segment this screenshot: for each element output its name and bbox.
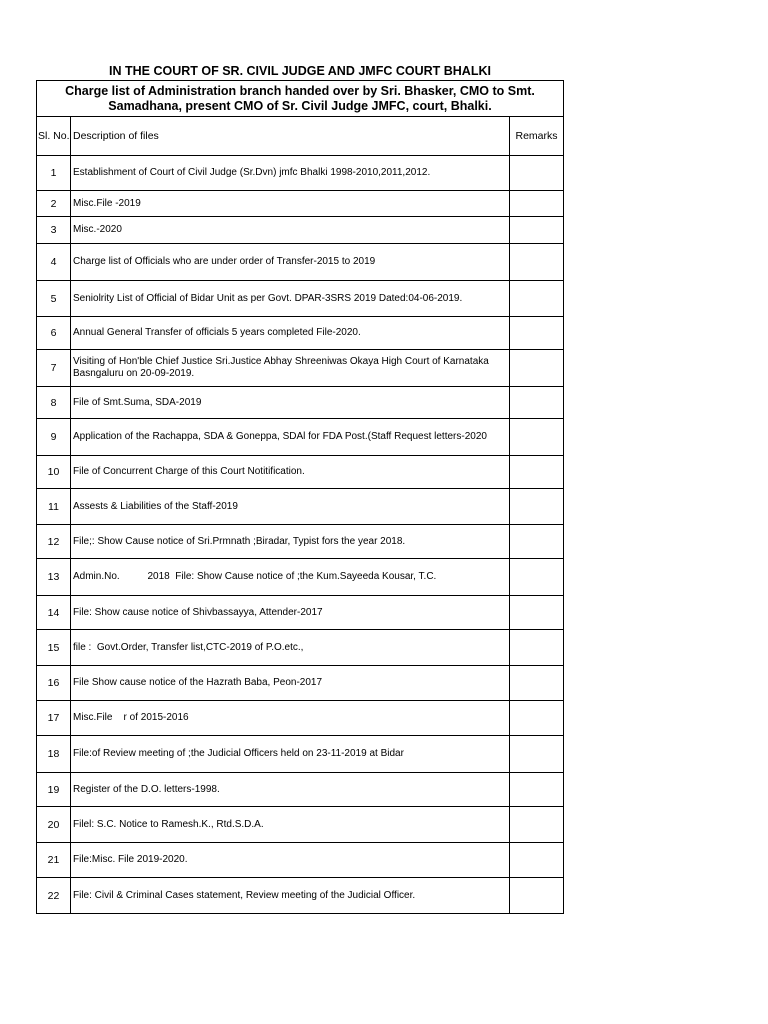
- table-row: [37, 596, 564, 630]
- sl-no-cell: 4: [37, 244, 71, 281]
- remarks-cell: [510, 596, 564, 630]
- sl-no-cell: 14: [37, 596, 71, 630]
- sl-no-cell: 8: [37, 387, 71, 419]
- sl-no-cell: 13: [37, 559, 71, 596]
- sl-no-cell: 10: [37, 456, 71, 489]
- sl-no-cell: 6: [37, 317, 71, 350]
- charge-list-table: [36, 80, 564, 914]
- sl-no-cell: 21: [37, 843, 71, 878]
- remarks-cell: [510, 317, 564, 350]
- table-row: [37, 525, 564, 559]
- description-cell: Seniolrity List of Official of Bidar Unit as per Govt. DPAR-3SRS 2019 Dated:04-06-2019.: [71, 281, 510, 317]
- table-row: [37, 736, 564, 773]
- table-row: [37, 244, 564, 281]
- description-cell: File Show cause notice of the Hazrath Baba, Peon-2017: [71, 666, 510, 701]
- description-cell: Misc.File -2019: [71, 191, 510, 217]
- table-row: [37, 281, 564, 317]
- table-row: [37, 878, 564, 914]
- remarks-cell: [510, 217, 564, 244]
- sl-no-cell: 3: [37, 217, 71, 244]
- table-row: [37, 666, 564, 701]
- remarks-cell: [510, 191, 564, 217]
- remarks-cell: [510, 419, 564, 456]
- remarks-cell: [510, 807, 564, 843]
- description-cell: Annual General Transfer of officials 5 years completed File-2020.: [71, 317, 510, 350]
- sl-no-cell: 15: [37, 630, 71, 666]
- sl-no-cell: 17: [37, 701, 71, 736]
- table-row: [37, 350, 564, 387]
- remarks-cell: [510, 878, 564, 914]
- table-row: [37, 456, 564, 489]
- remarks-cell: [510, 666, 564, 701]
- charge-heading-row: [37, 81, 564, 117]
- court-title: IN THE COURT OF SR. CIVIL JUDGE AND JMFC COURT BHALKI: [109, 64, 491, 78]
- sl-no-cell: 19: [37, 773, 71, 807]
- remarks-cell: [510, 489, 564, 525]
- sl-no-cell: 18: [37, 736, 71, 773]
- sl-no-cell: 2: [37, 191, 71, 217]
- description-cell: Application of the Rachappa, SDA & Goneppa, SDAl for FDA Post.(Staff Request letters-2020: [71, 419, 510, 456]
- remarks-cell: [510, 244, 564, 281]
- description-cell: File:of Review meeting of ;the Judicial Officers held on 23-11-2019 at Bidar: [71, 736, 510, 773]
- sl-no-cell: 7: [37, 350, 71, 387]
- sl-no-cell: 1: [37, 156, 71, 191]
- remarks-header: Remarks: [510, 117, 564, 156]
- description-cell: Register of the D.O. letters-1998.: [71, 773, 510, 807]
- table-row: [37, 559, 564, 596]
- description-cell: File: Show cause notice of Shivbassayya, Attender-2017: [71, 596, 510, 630]
- remarks-cell: [510, 387, 564, 419]
- sl-no-cell: 12: [37, 525, 71, 559]
- table-row: [37, 807, 564, 843]
- remarks-cell: [510, 281, 564, 317]
- description-cell: Misc.File r of 2015-2016: [71, 701, 510, 736]
- table-row: [37, 843, 564, 878]
- description-header: Description of files: [71, 117, 510, 156]
- remarks-cell: [510, 456, 564, 489]
- sl-no-cell: 20: [37, 807, 71, 843]
- charge-heading-line-1: Charge list of Administration branch handed over by Sri. Bhasker, CMO to Smt.: [65, 83, 535, 98]
- table-row: [37, 191, 564, 217]
- description-cell: File of Concurrent Charge of this Court Notitification.: [71, 456, 510, 489]
- description-cell: Filel: S.C. Notice to Ramesh.K., Rtd.S.D.A.: [71, 807, 510, 843]
- table-row: [37, 387, 564, 419]
- table-row: [37, 317, 564, 350]
- description-cell: File: Civil & Criminal Cases statement, Review meeting of the Judicial Officer.: [71, 878, 510, 914]
- table-row: [37, 217, 564, 244]
- description-cell: Misc.-2020: [71, 217, 510, 244]
- remarks-cell: [510, 843, 564, 878]
- description-cell: File;: Show Cause notice of Sri.Prmnath ;Biradar, Typist fors the year 2018.: [71, 525, 510, 559]
- table-row: [37, 630, 564, 666]
- sl-no-cell: 5: [37, 281, 71, 317]
- description-cell: Admin.No. 2018 File: Show Cause notice of ;the Kum.Sayeeda Kousar, T.C.: [71, 559, 510, 596]
- description-cell: File of Smt.Suma, SDA-2019: [71, 387, 510, 419]
- sl-no-cell: 11: [37, 489, 71, 525]
- charge-heading-line-2: Samadhana, present CMO of Sr. Civil Judge JMFC, court, Bhalki.: [108, 98, 492, 113]
- table-row: [37, 701, 564, 736]
- description-cell: File:Misc. File 2019-2020.: [71, 843, 510, 878]
- charge-heading: [37, 81, 564, 117]
- description-cell: Establishment of Court of Civil Judge (Sr.Dvn) jmfc Bhalki 1998-2010,2011,2012.: [71, 156, 510, 191]
- description-cell: file : Govt.Order, Transfer list,CTC-2019 of P.O.etc.,: [71, 630, 510, 666]
- description-cell: Assests & Liabilities of the Staff-2019: [71, 489, 510, 525]
- table-row: [37, 419, 564, 456]
- table-row: [37, 773, 564, 807]
- remarks-cell: [510, 525, 564, 559]
- sl-no-cell: 9: [37, 419, 71, 456]
- remarks-cell: [510, 736, 564, 773]
- sl-no-cell: 22: [37, 878, 71, 914]
- column-header-row: [37, 117, 564, 156]
- description-cell: Charge list of Officials who are under order of Transfer-2015 to 2019: [71, 244, 510, 281]
- sl-no-header: Sl. No.: [37, 117, 71, 156]
- remarks-cell: [510, 630, 564, 666]
- table-row: [37, 489, 564, 525]
- charge-list-body: [37, 81, 564, 914]
- remarks-cell: [510, 559, 564, 596]
- remarks-cell: [510, 350, 564, 387]
- table-row: [37, 156, 564, 191]
- sl-no-cell: 16: [37, 666, 71, 701]
- description-cell: Visiting of Hon'ble Chief Justice Sri.Justice Abhay Shreeniwas Okaya High Court of Karnataka Basngaluru on 20-09-2019.: [71, 350, 510, 387]
- remarks-cell: [510, 701, 564, 736]
- remarks-cell: [510, 773, 564, 807]
- remarks-cell: [510, 156, 564, 191]
